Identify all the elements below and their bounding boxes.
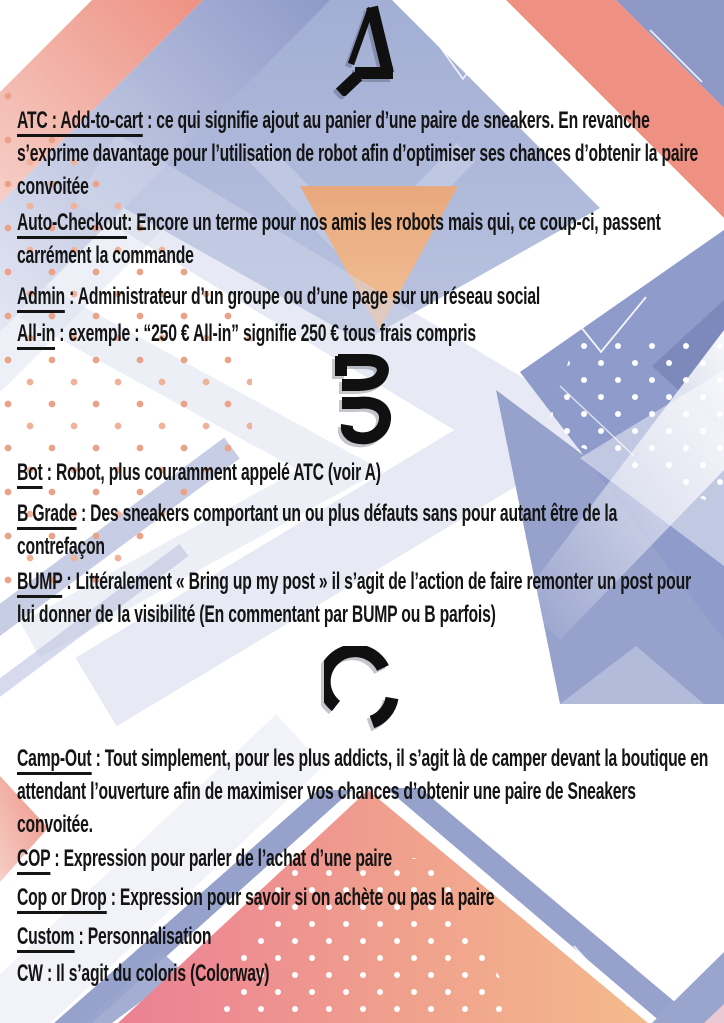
entry-definition: Des sneakers comportant un ou plus défauts sans pour autant être de la contrefaçon [17, 500, 618, 560]
entry-separator: : [91, 745, 105, 772]
entry-term: All-in [17, 320, 55, 350]
entry-definition: Expression pour savoir si on achète ou pas la paire [119, 884, 495, 911]
entry-separator: : [50, 845, 64, 872]
entry-term: B Grade [17, 500, 77, 530]
entry-definition: Il s’agit du coloris (Colorway) [56, 960, 270, 987]
entry-term: Cop or Drop [17, 884, 107, 914]
entry-definition: Littéralement « Bring up my post » il s’agit de l’action de faire remonter un post pour lui donner de la visibilité (En commentant par BUMP ou B parfois) [17, 568, 691, 628]
glossary-entry [17, 920, 709, 953]
entry-separator: : [42, 459, 56, 486]
entry-term: BUMP [17, 568, 62, 598]
entry-definition: Tout simplement, pour les plus addicts, il s’agit là de camper devant la boutique en attendant l’ouverture afin de maximiser vos chances d’obtenir une paire de Sneakers convoitée. [17, 745, 709, 838]
entry-term: CW [17, 960, 43, 987]
entry-term: Custom [17, 923, 74, 953]
entry-term: COP [17, 845, 50, 875]
glossary-entry [17, 206, 709, 272]
entry-definition: Administrateur d’un groupe ou d’une page sur un réseau social [77, 283, 541, 310]
section-letter-a [330, 4, 396, 101]
glossary-entry [17, 280, 709, 313]
entry-term: Auto-Checkout [17, 209, 127, 239]
glossary-entry [17, 317, 709, 350]
entry-separator: : [142, 107, 157, 134]
entry-definition: ce qui signifie ajout au panier d’une paire de sneakers. En revanche s’exprime davantage pour l’utilisation de robot afin d’optimiser ses chances d’obtenir la paire convoitée [17, 107, 699, 200]
entry-definition: Encore un terme pour nos amis les robots mais qui, ce coup-ci, passent carrément la commande [17, 209, 661, 269]
section-letter-b [333, 352, 393, 451]
entry-definition: Expression pour parler de l’achat d’une paire [63, 845, 392, 872]
glossary-entry [17, 497, 709, 563]
entry-separator: : [74, 923, 88, 950]
entry-term: Camp-Out [17, 745, 91, 775]
glossary-entry [17, 957, 709, 990]
glossary-entry [17, 842, 709, 875]
entry-separator: : [62, 568, 76, 595]
entry-separator: : [76, 500, 91, 527]
entry-term: ATC : Add-to-cart [17, 107, 143, 137]
entry-separator: : [64, 283, 78, 310]
entry-separator: : [42, 960, 57, 987]
letter-c-glyph [324, 646, 402, 738]
entry-definition: exemple : “250 € All-in” signifie 250 € tous frais compris [68, 320, 476, 347]
glossary-entry [17, 456, 709, 489]
entry-separator: : [55, 320, 69, 347]
glossary-entry [17, 565, 709, 631]
letter-a-glyph [330, 4, 396, 96]
letter-b-glyph [333, 352, 393, 446]
entry-term: Bot [17, 459, 43, 489]
entry-term: Admin [17, 283, 65, 313]
glossary-entry [17, 104, 709, 203]
entry-definition: Personnalisation [87, 923, 212, 950]
section-letter-c [324, 646, 402, 743]
entry-separator: : [127, 209, 137, 236]
entry-definition: Robot, plus couramment appelé ATC (voir A) [55, 459, 381, 486]
glossary-entry [17, 881, 709, 914]
glossary-entry [17, 742, 709, 841]
entry-separator: : [106, 884, 120, 911]
